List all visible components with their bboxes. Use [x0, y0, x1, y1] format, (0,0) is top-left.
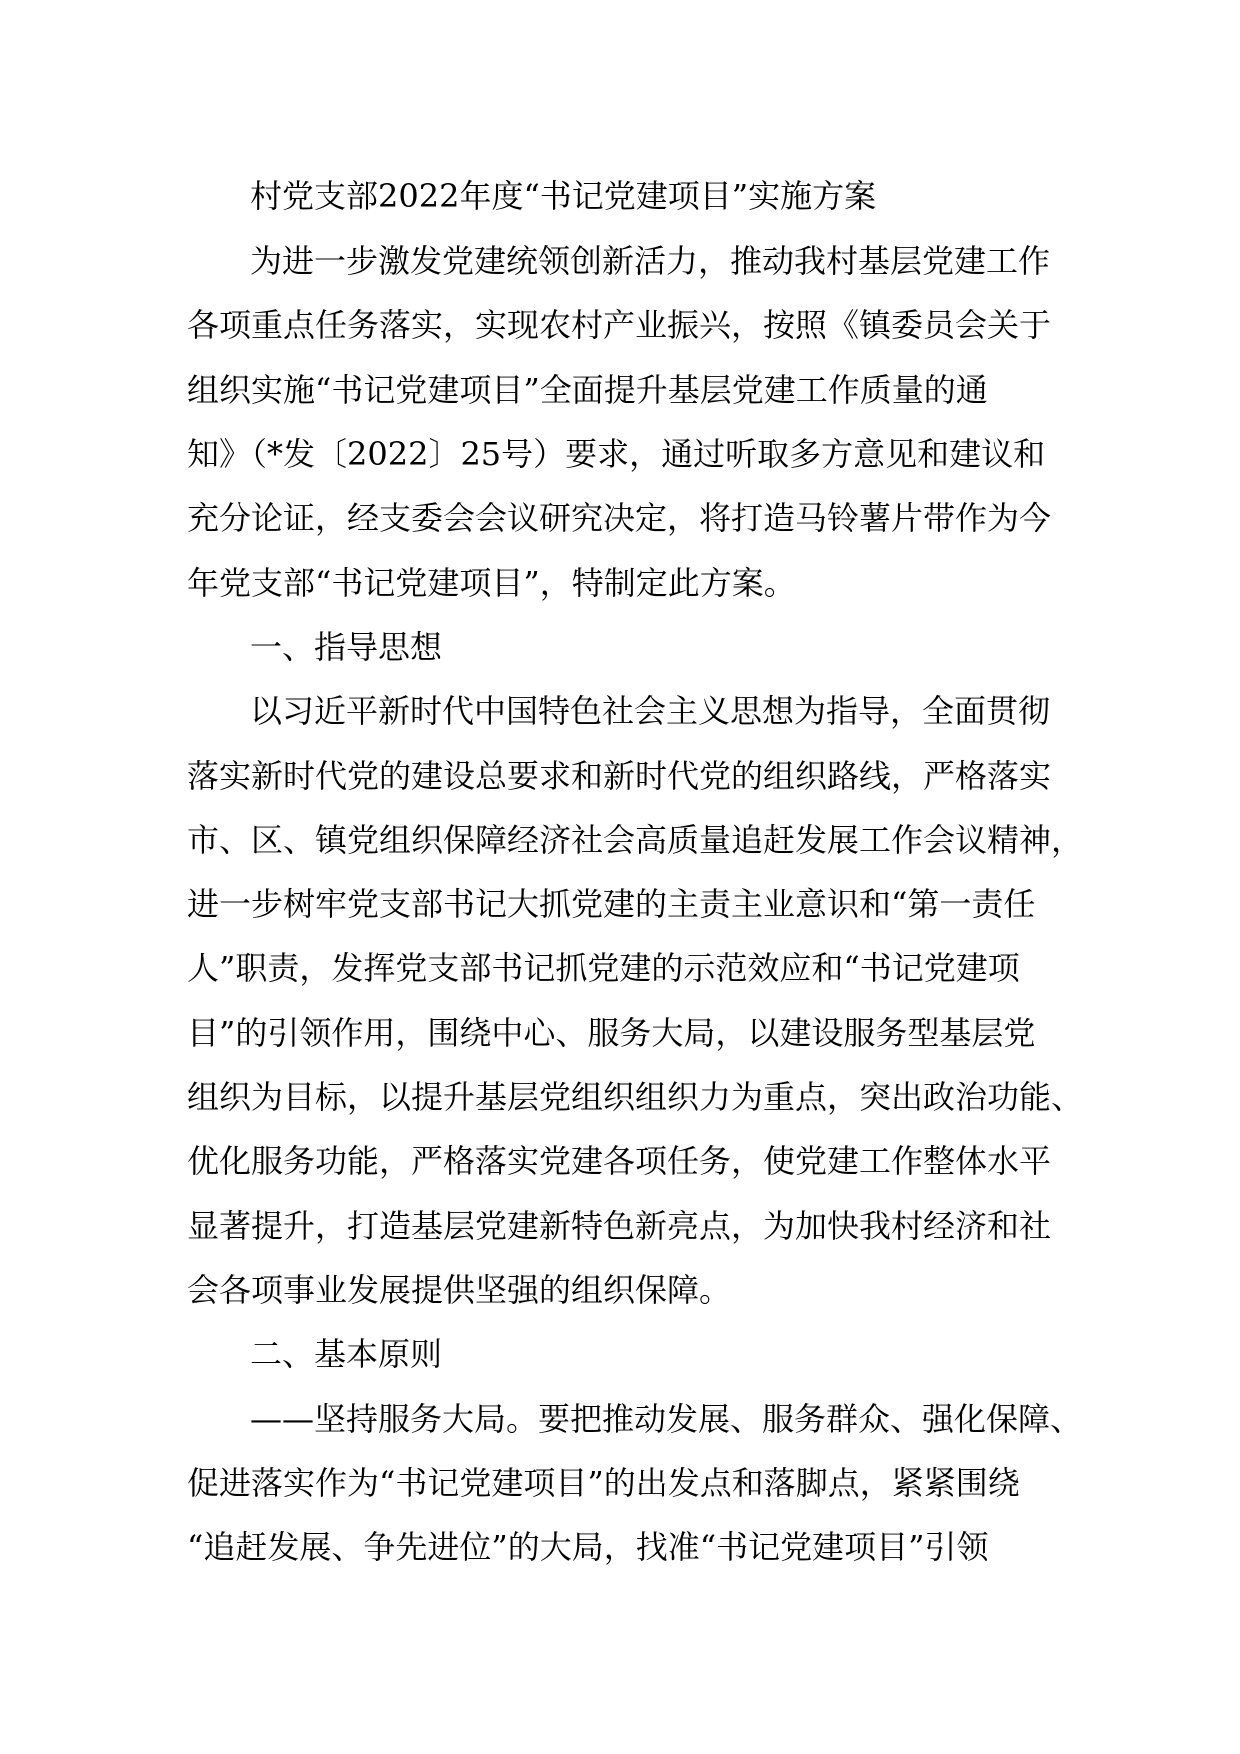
paragraph-line: 为进一步激发党建统领创新活力，推动我村基层党建工作: [250, 242, 1051, 280]
paragraph-line: 充分论证，经支委会会议研究决定，将打造马铃薯片带作为今: [187, 499, 1052, 537]
paragraph-line: 市、区、镇党组织保障经济社会高质量追赶发展工作会议精神，: [187, 821, 1084, 859]
paragraph-line: 知》（*发〔2022〕25号）要求，通过听取多方意见和建议和: [187, 435, 1046, 473]
paragraph-line: 各项重点任务落实，实现农村产业振兴，按照《镇委员会关于: [187, 306, 1052, 344]
paragraph-line: 年党支部“书记党建项目”，特制定此方案。: [187, 564, 796, 602]
section-heading: 一、指导思想: [250, 628, 443, 666]
paragraph-line: 组织实施“书记党建项目”全面提升基层党建工作质量的通: [187, 371, 988, 409]
paragraph-line: “追赶发展、争先进位”的大局，找准“书记党建项目”引领: [187, 1528, 989, 1566]
paragraph-line: 优化服务功能，严格落实党建各项任务，使党建工作整体水平: [187, 1142, 1052, 1180]
paragraph-line: 以习近平新时代中国特色社会主义思想为指导，全面贯彻: [250, 692, 1051, 730]
paragraph-line: 组织为目标，以提升基层党组织组织力为重点，突出政治功能、: [187, 1078, 1084, 1116]
paragraph-line: 会各项事业发展提供坚强的组织保障。: [187, 1271, 732, 1309]
paragraph-line: 目”的引领作用，围绕中心、服务大局，以建设服务型基层党: [187, 1014, 1036, 1052]
document-title: 村党支部2022年度“书记党建项目”实施方案: [250, 177, 877, 215]
paragraph-line: 进一步树牢党支部书记大抓党建的主责主业意识和“第一责任: [187, 885, 1036, 923]
paragraph-line: 显著提升，打造基层党建新特色新亮点，为加快我村经济和社: [187, 1207, 1052, 1245]
section-heading: 二、基本原则: [250, 1335, 443, 1373]
paragraph-line: 人”职责，发挥党支部书记抓党建的示范效应和“书记党建项: [187, 949, 1020, 987]
paragraph-line: ——坚持服务大局。要把推动发展、服务群众、强化保障、: [250, 1400, 1083, 1438]
paragraph-line: 促进落实作为“书记党建项目”的出发点和落脚点，紧紧围绕: [187, 1464, 1020, 1502]
paragraph-line: 落实新时代党的建设总要求和新时代党的组织路线，严格落实: [187, 757, 1052, 795]
